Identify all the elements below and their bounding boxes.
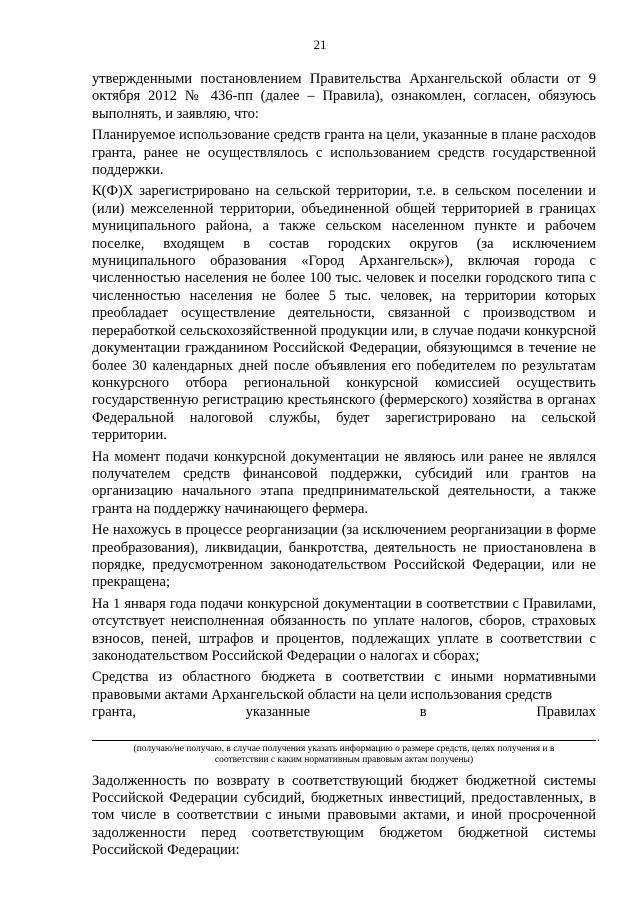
regional-funds-text: Средства из областного бюджета в соответствии с иными нормативными правовыми актами Архангельской области на цели использования средств	[92, 669, 596, 703]
fill-word: указанные	[245, 704, 311, 721]
fill-word: в	[419, 704, 427, 721]
paragraph-no-reorganization: Не нахожусь в процессе реорганизации (за исключением реорганизации в форме преобразования), ликвидации, банкротства, деятельность не приостановлена в порядке, предусмотренном законодательством Российской Федерации, или не прекращена;	[92, 522, 596, 591]
regional-funds-fill-line	[92, 704, 596, 721]
paragraph-no-prior-support: На момент подачи конкурсной документации не являюсь или ранее не являлся получателем средств финансовой поддержки, субсидий или грантов на организацию начального этапа предпринимательской деятельности, а также гранта на поддержку начинающего фермера.	[92, 448, 596, 517]
footnote-hint: (получаю/не получаю, в случае получения указать информацию о размере средств, целях получения и в соответствии с каким нормативным правовым актам получены)	[133, 743, 555, 766]
paragraph-regional-funds	[92, 669, 596, 704]
paragraph-intro: утвержденными постановлением Правительства Архангельской области от 9 октября 2012 № 436-пп (далее – Правила), ознакомлен, согласен, обязуюсь выполнять, и заявляю, что:	[92, 71, 596, 122]
paragraph-no-tax-debt: На 1 января года подачи конкурсной документации в соответствии с Правилами, отсутствует неисполненная обязанность по уплате налогов, сборов, страховых взносов, пеней, штрафов и процентов, подлежащих уплате в соответствии с законодательством Российской Федерации о налогах и сборах;	[92, 595, 596, 664]
fill-word: гранта,	[92, 704, 136, 721]
blank-end-mark: .	[596, 728, 600, 744]
fill-word: Правилах	[536, 704, 596, 721]
document-body	[92, 71, 600, 864]
paragraph-rural-registration: К(Ф)Х зарегистрировано на сельской территории, т.е. в сельском поселении и (или) межселенной территории, объединенной общей территорией в границах муниципального района, а также сельском населенном пункте и рабочем поселке, входящем в состав городских округов (за исключением муниципального образования «Город Архангельск»), включая города с численностью населения не более 100 тыс. человек и поселки городского типа с численностью населения не более 5 тыс. человек, на территории которых преобладает осуществление деятельности, связанной с производством и переработкой сельскохозяйственной продукции или, в случае подачи конкурсной документации гражданином Российской Федерации, обязующимся в течение не более 30 календарных дней после объявления его победителем по результатам конкурсного отбора региональной конкурсной комиссией осуществить государственную регистрацию крестьянского (фермерского) хозяйства в органах Федеральной налоговой службы, будет зарегистрировано на сельской территории.	[92, 183, 596, 444]
page-number: 21	[313, 37, 327, 52]
paragraph-debt: Задолженность по возврату в соответствующий бюджет бюджетной системы Российской Федерации субсидий, бюджетных инвестиций, предоставленных, в том числе в соответствии с иными правовыми актами, и иной просроченной задолженности перед соответствующим бюджетом бюджетной системы Российской Федерации:	[92, 772, 596, 859]
paragraph-grant-use: Планируемое использование средств гранта на цели, указанные в плане расходов гранта, ранее не осуществлялось с использованием средств государственной поддержки.	[92, 127, 596, 179]
blank-answer-line[interactable]	[92, 728, 600, 744]
